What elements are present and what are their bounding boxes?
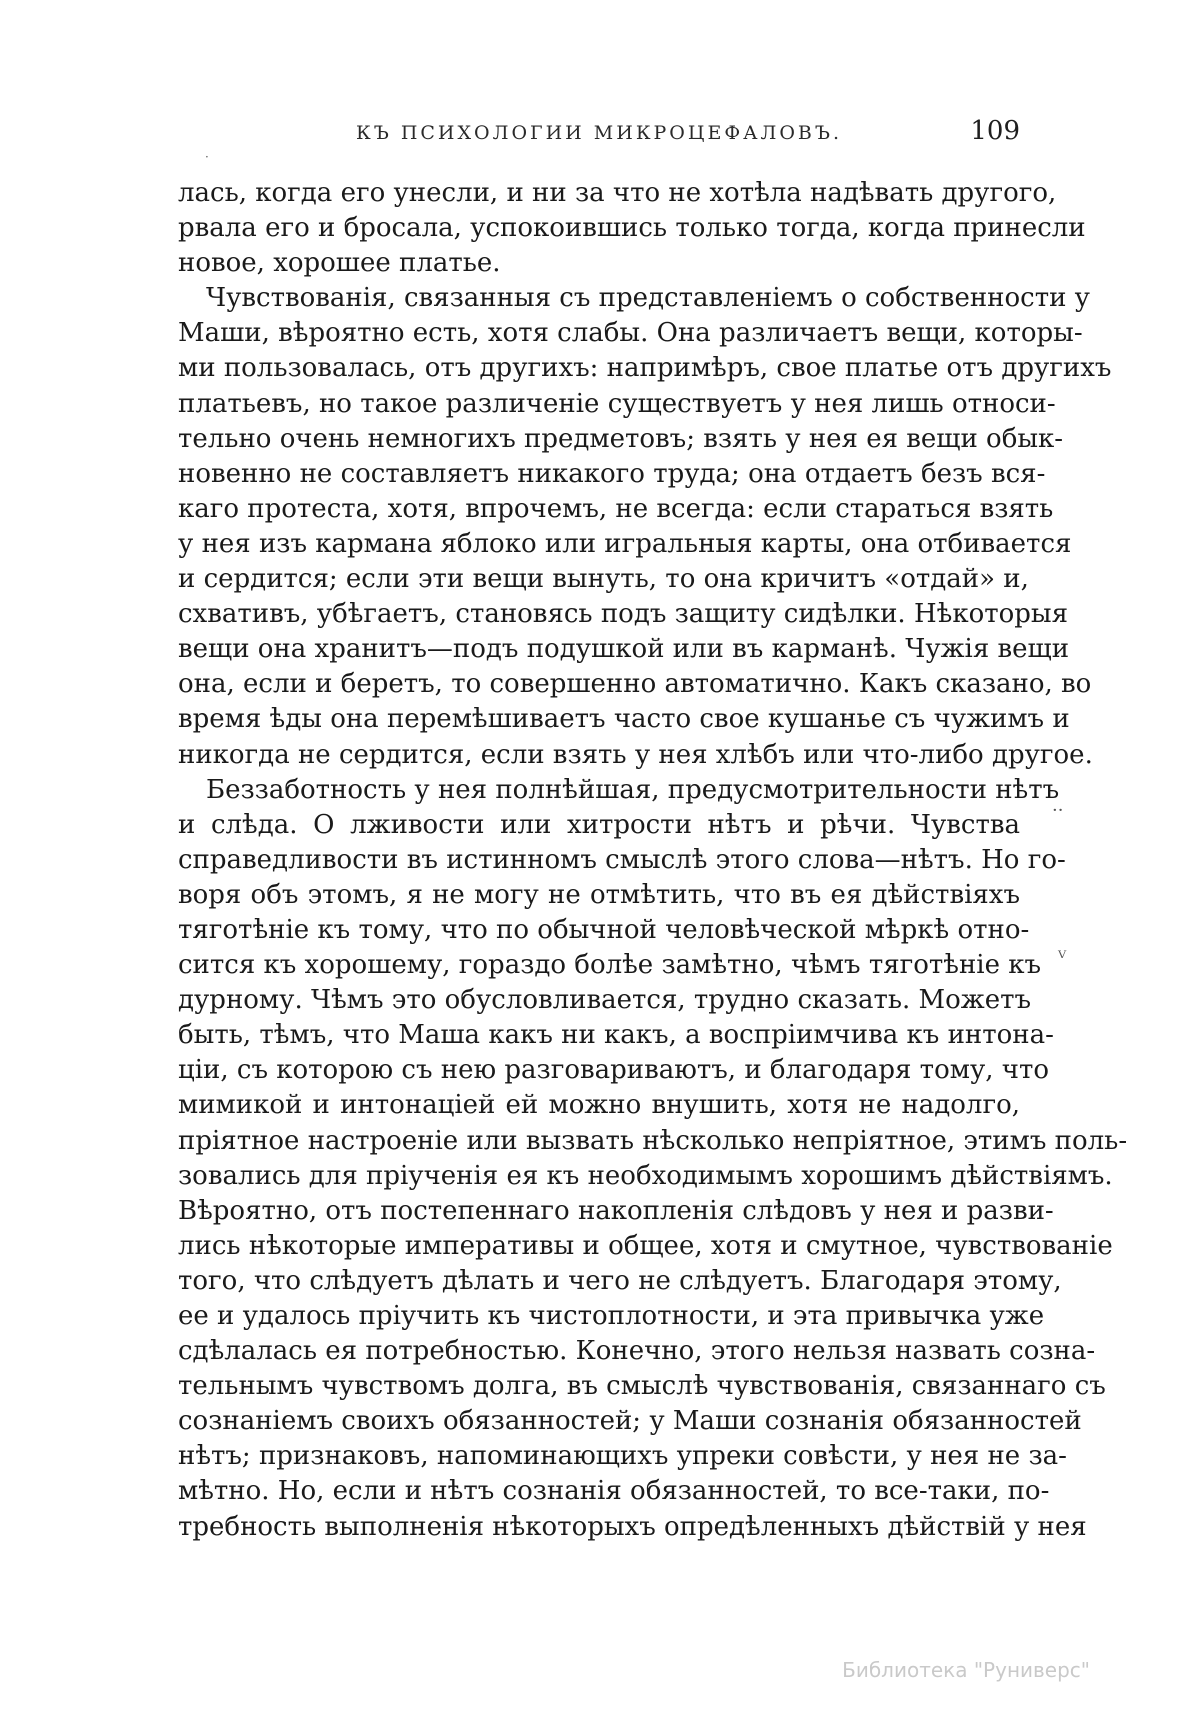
text-line: сознаніемъ своихъ обязанностей; у Маши сознанія обязанностей [178,1406,1082,1437]
running-head: КЪ ПСИХОЛОГИИ МИКРОЦЕФАЛОВЪ. [355,122,843,144]
page-number: 109 [970,116,1020,146]
text-line: тельнымъ чувствомъ долга, въ смыслѣ чувствованія, связаннаго съ [178,1371,1106,1402]
text-line: лись нѣкоторые императивы и общее, хотя и смутное, чувствованіе [178,1230,1113,1261]
text-line: ціи, съ которою съ нею разговариваютъ, и благодаря тому, что [178,1055,1049,1086]
stray-dot: · [205,150,209,164]
text-line: каго протеста, хотя, впрочемъ, не всегда: если стараться взять [178,493,1054,524]
text-line: новенно не составляетъ никакого труда; она отдаетъ безъ вся- [178,458,1046,489]
text-line: сдѣлалась ея потребностью. Конечно, этого нельзя назвать созна- [178,1336,1096,1367]
text-line: дурному. Чѣмъ это обусловливается, трудно сказать. Можетъ [178,985,1032,1016]
text-line: вещи она хранитъ—подъ подушкой или въ карманѣ. Чужія вещи [178,634,1070,665]
text-line: воря объ этомъ, я не могу не отмѣтить, что въ ея дѣйствіяхъ [178,879,1020,910]
page-header [178,112,1020,152]
text-line: она, если и беретъ, то совершенно автоматично. Какъ сказано, во [178,669,1092,700]
text-line: и слѣда. О лживости или хитрости нѣтъ и рѣчи. Чувства [178,809,1020,840]
text-line: и сердится; если эти вещи вынуть, то она кричитъ «отдай» и, [178,564,1029,595]
text-line: Чувствованія, связанныя съ представленіемъ о собственности у [206,283,1090,314]
text-line: ми пользовалась, отъ другихъ: напримѣръ, свое платье отъ другихъ [178,353,1112,384]
text-line: тельно очень немногихъ предметовъ; взять у нея ея вещи обык- [178,423,1064,454]
text-line: новое, хорошее платье. [178,248,501,279]
text-line: мѣтно. Но, если и нѣтъ сознанія обязанностей, то все-таки, по- [178,1476,1050,1507]
text-line: Беззаботность у нея полнѣйшая, предусмотрительности нѣтъ [206,774,1060,805]
text-line: тяготѣніе къ тому, что по обычной человѣческой мѣркѣ отно- [178,914,1030,945]
text-line: лась, когда его унесли, и ни за что не хотѣла надѣвать другого, [178,178,1057,208]
text-line: нѣтъ; признаковъ, напоминающихъ упреки совѣсти, у нея не за- [178,1441,1067,1472]
body-text [178,176,1128,1545]
text-line: ее и удалось пріучить къ чистоплотности, и эта привычка уже [178,1301,1045,1331]
text-line: зовались для пріученія ея къ необходимымъ хорошимъ дѣйствіямъ. [178,1160,1113,1191]
text-line: быть, тѣмъ, что Маша какъ ни какъ, а воспріимчива къ интона- [178,1020,1054,1051]
margin-mark: ⱽ [1058,948,1067,969]
text-line: того, что слѣдуетъ дѣлать и чего не слѣдуетъ. Благодаря этому, [178,1265,1062,1296]
text-line: рвала его и бросала, успокоившись только тогда, когда принесли [178,213,1086,244]
text-line: требность выполненія нѣкоторыхъ опредѣленныхъ дѣйствій у нея [178,1511,1087,1542]
text-line: схвативъ, убѣгаетъ, становясь подъ защиту сидѣлки. Нѣкоторыя [178,599,1068,630]
text-line: никогда не сердится, если взять у нея хлѣбъ или что-либо другое. [178,739,1093,770]
text-line: пріятное настроеніе или вызвать нѣсколько непріятное, этимъ поль- [178,1125,1128,1156]
text-line: справедливости въ истинномъ смыслѣ этого слова—нѣтъ. Но го- [178,844,1066,875]
text-line: мимикой и интонаціей ей можно внушить, хотя не надолго, [178,1090,1020,1121]
library-watermark: Библиотека "Руниверс" [842,1658,1090,1682]
text-line: платьевъ, но такое различеніе существуетъ у нея лишь относи- [178,388,1056,419]
text-line: сится къ хорошему, гораздо болѣе замѣтно, чѣмъ тяготѣніе къ [178,950,1042,981]
text-line: Маши, вѣроятно есть, хотя слабы. Она различаетъ вещи, которы- [178,318,1083,349]
text-line: время ѣды она перемѣшиваетъ часто свое кушанье съ чужимъ и [178,704,1070,735]
margin-mark: ·· [1052,800,1064,821]
text-line: у нея изъ кармана яблоко или игральныя карты, она отбивается [178,528,1072,559]
text-line: Вѣроятно, отъ постепеннаго накопленія слѣдовъ у нея и разви- [178,1195,1054,1226]
